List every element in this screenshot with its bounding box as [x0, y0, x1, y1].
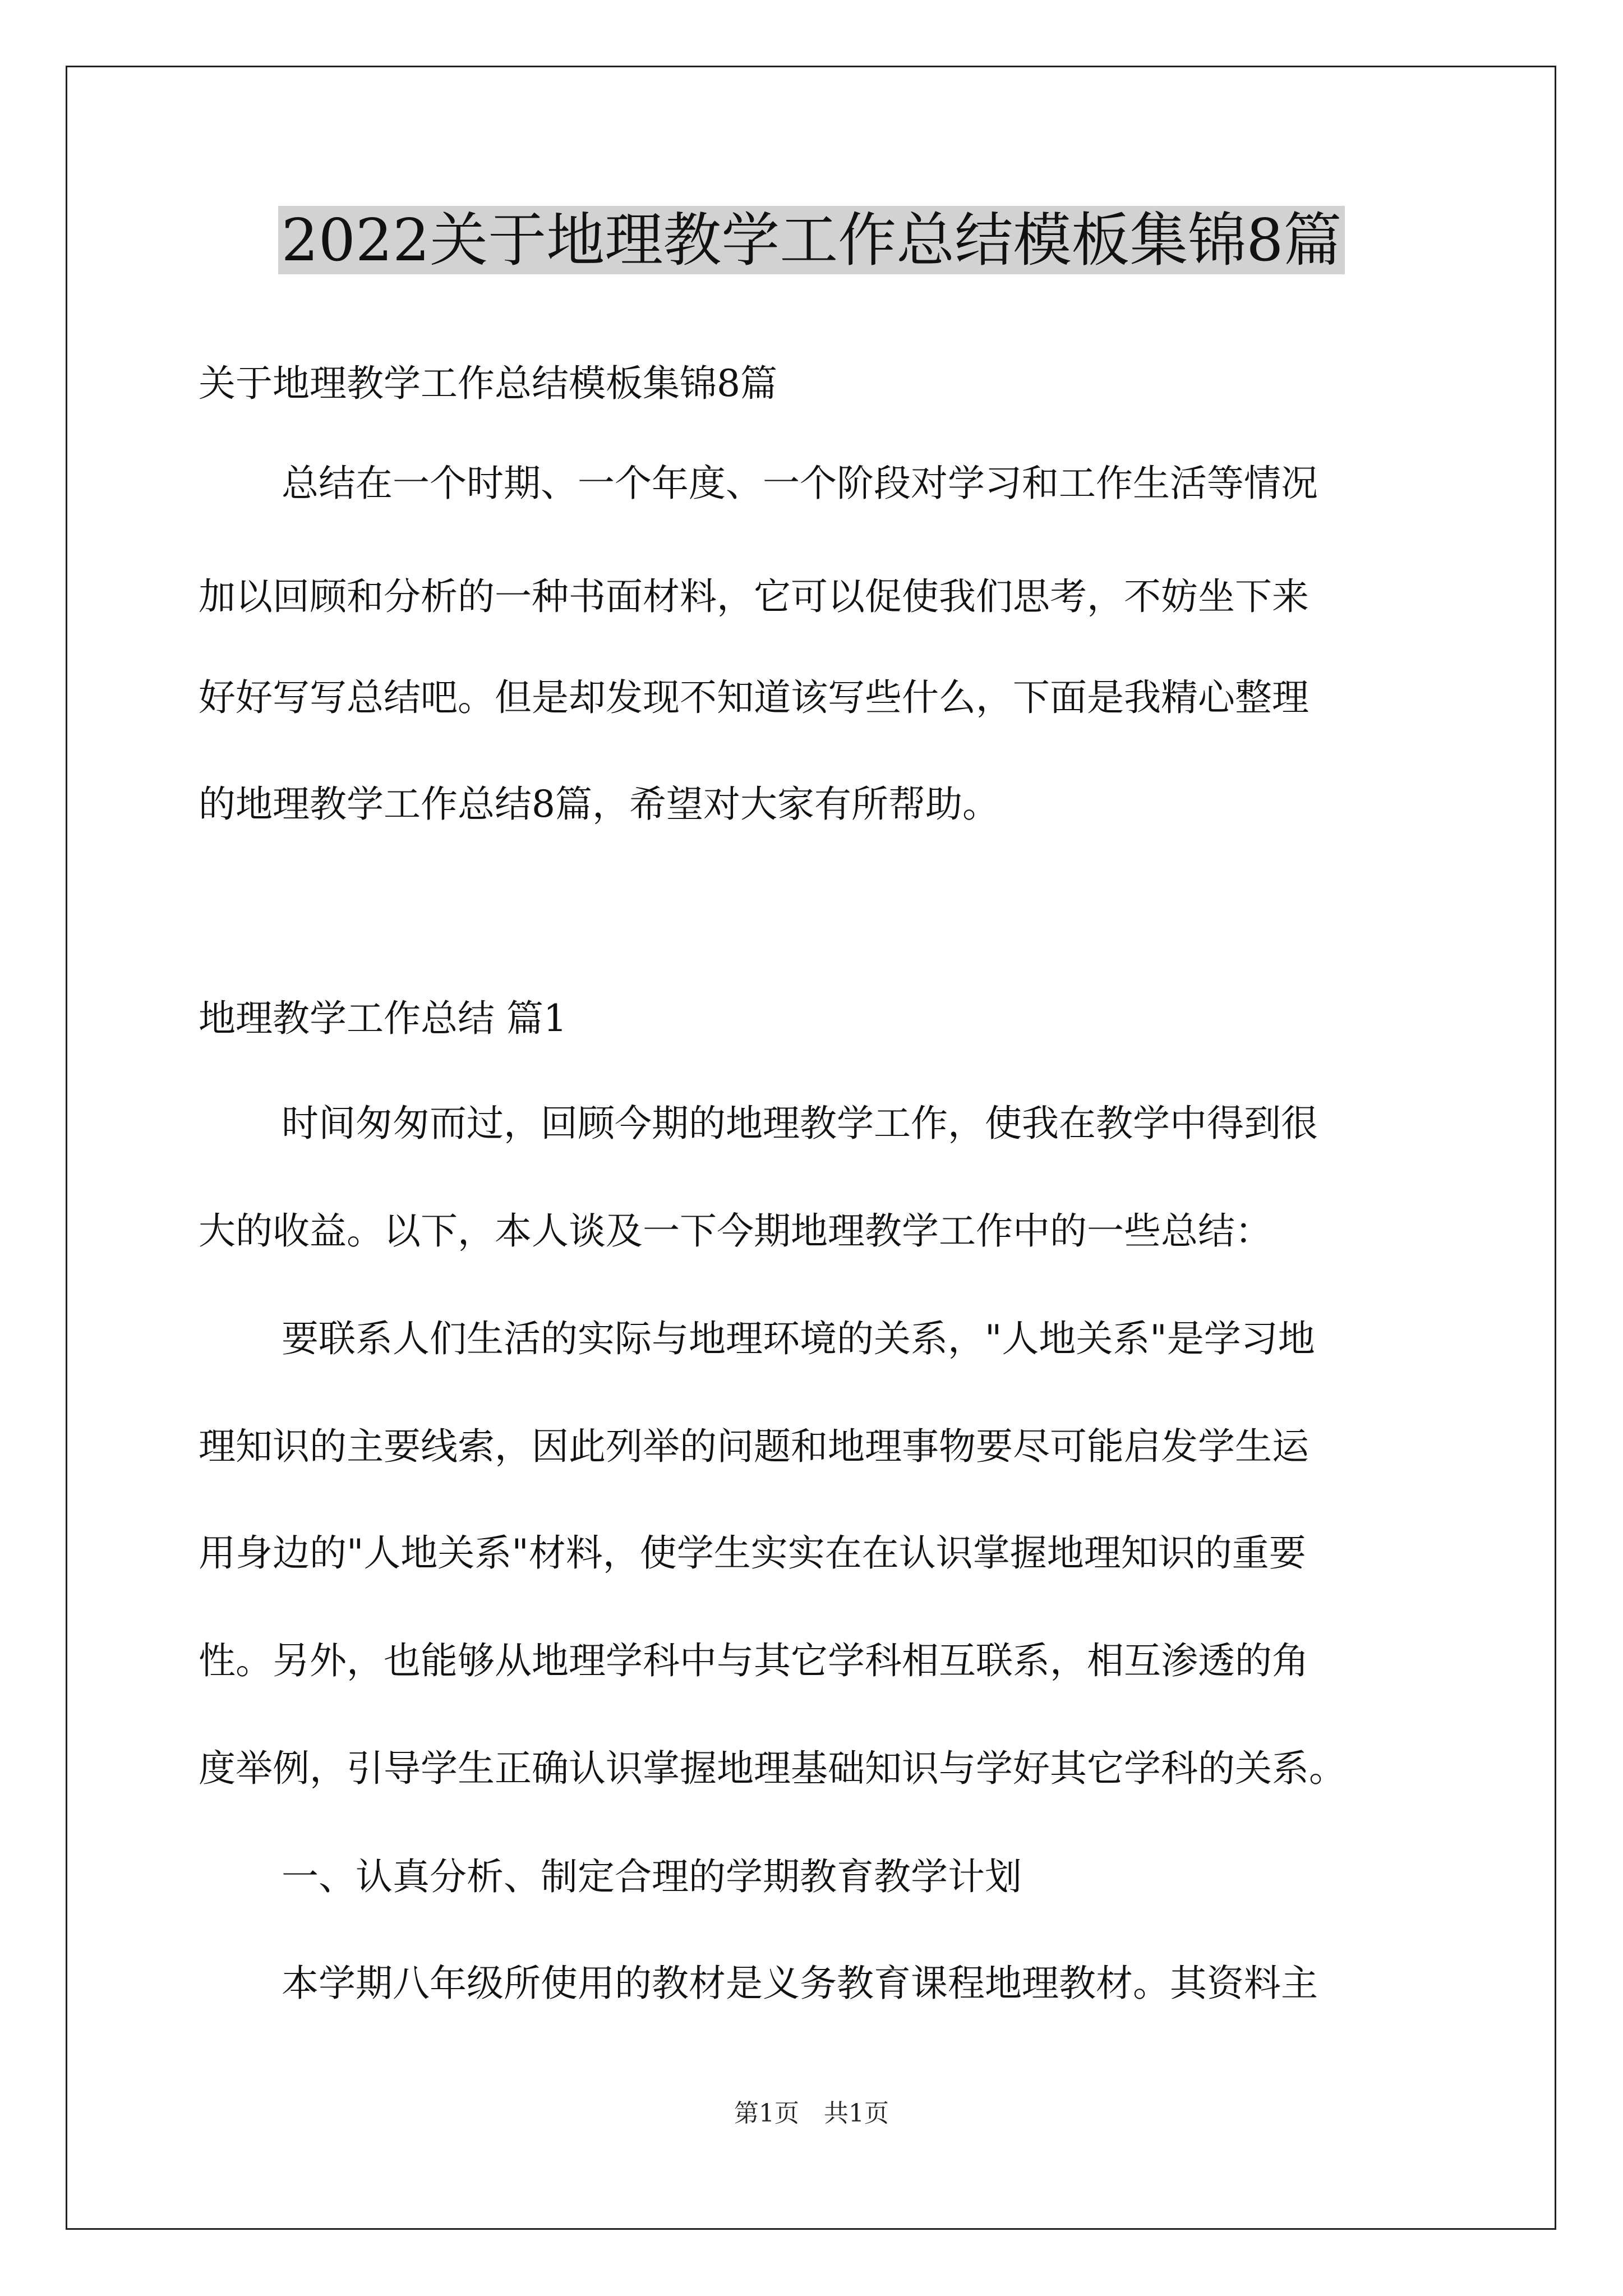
- document-title: [0, 205, 1623, 275]
- body-paragraph-line: 用身边的"人地关系"材料，使学生实实在在认识掌握地理知识的重要: [199, 1531, 1306, 1575]
- body-subheading: 一、认真分析、制定合理的学期教育教学计划: [282, 1855, 1022, 1898]
- body-paragraph-line: 理知识的主要线索，因此列举的问题和地理事物要尽可能启发学生运: [199, 1425, 1309, 1468]
- body-paragraph-line: 大的收益。以下，本人谈及一下今期地理教学工作中的一些总结：: [199, 1209, 1272, 1253]
- page-footer: 第1页 共1页: [734, 2099, 889, 2128]
- intro-paragraph-line: 总结在一个时期、一个年度、一个阶段对学习和工作生活等情况: [282, 462, 1318, 505]
- intro-paragraph-line: 加以回顾和分析的一种书面材料，它可以促使我们思考，不妨坐下来: [199, 575, 1309, 618]
- body-paragraph-line: 本学期八年级所使用的教材是义务教育课程地理教材。其资料主: [282, 1962, 1318, 2005]
- document-subtitle: 关于地理教学工作总结模板集锦8篇: [199, 362, 777, 405]
- intro-paragraph-line: 的地理教学工作总结8篇，希望对大家有所帮助。: [199, 783, 999, 826]
- body-paragraph-line: 度举例，引导学生正确认识掌握地理基础知识与学好其它学科的关系。: [199, 1747, 1346, 1790]
- body-paragraph-line: 时间匆匆而过，回顾今期的地理教学工作，使我在教学中得到很: [282, 1102, 1318, 1145]
- document-title-text: 2022关于地理教学工作总结模板集锦8篇: [278, 206, 1345, 274]
- body-paragraph-line: 要联系人们生活的实际与地理环境的关系，"人地关系"是学习地: [282, 1317, 1315, 1360]
- body-paragraph-line: 性。另外，也能够从地理学科中与其它学科相互联系，相互渗透的角: [199, 1639, 1309, 1682]
- intro-paragraph-line: 好好写写总结吧。但是却发现不知道该写些什么，下面是我精心整理: [199, 676, 1309, 719]
- section-heading: 地理教学工作总结 篇1: [199, 997, 567, 1040]
